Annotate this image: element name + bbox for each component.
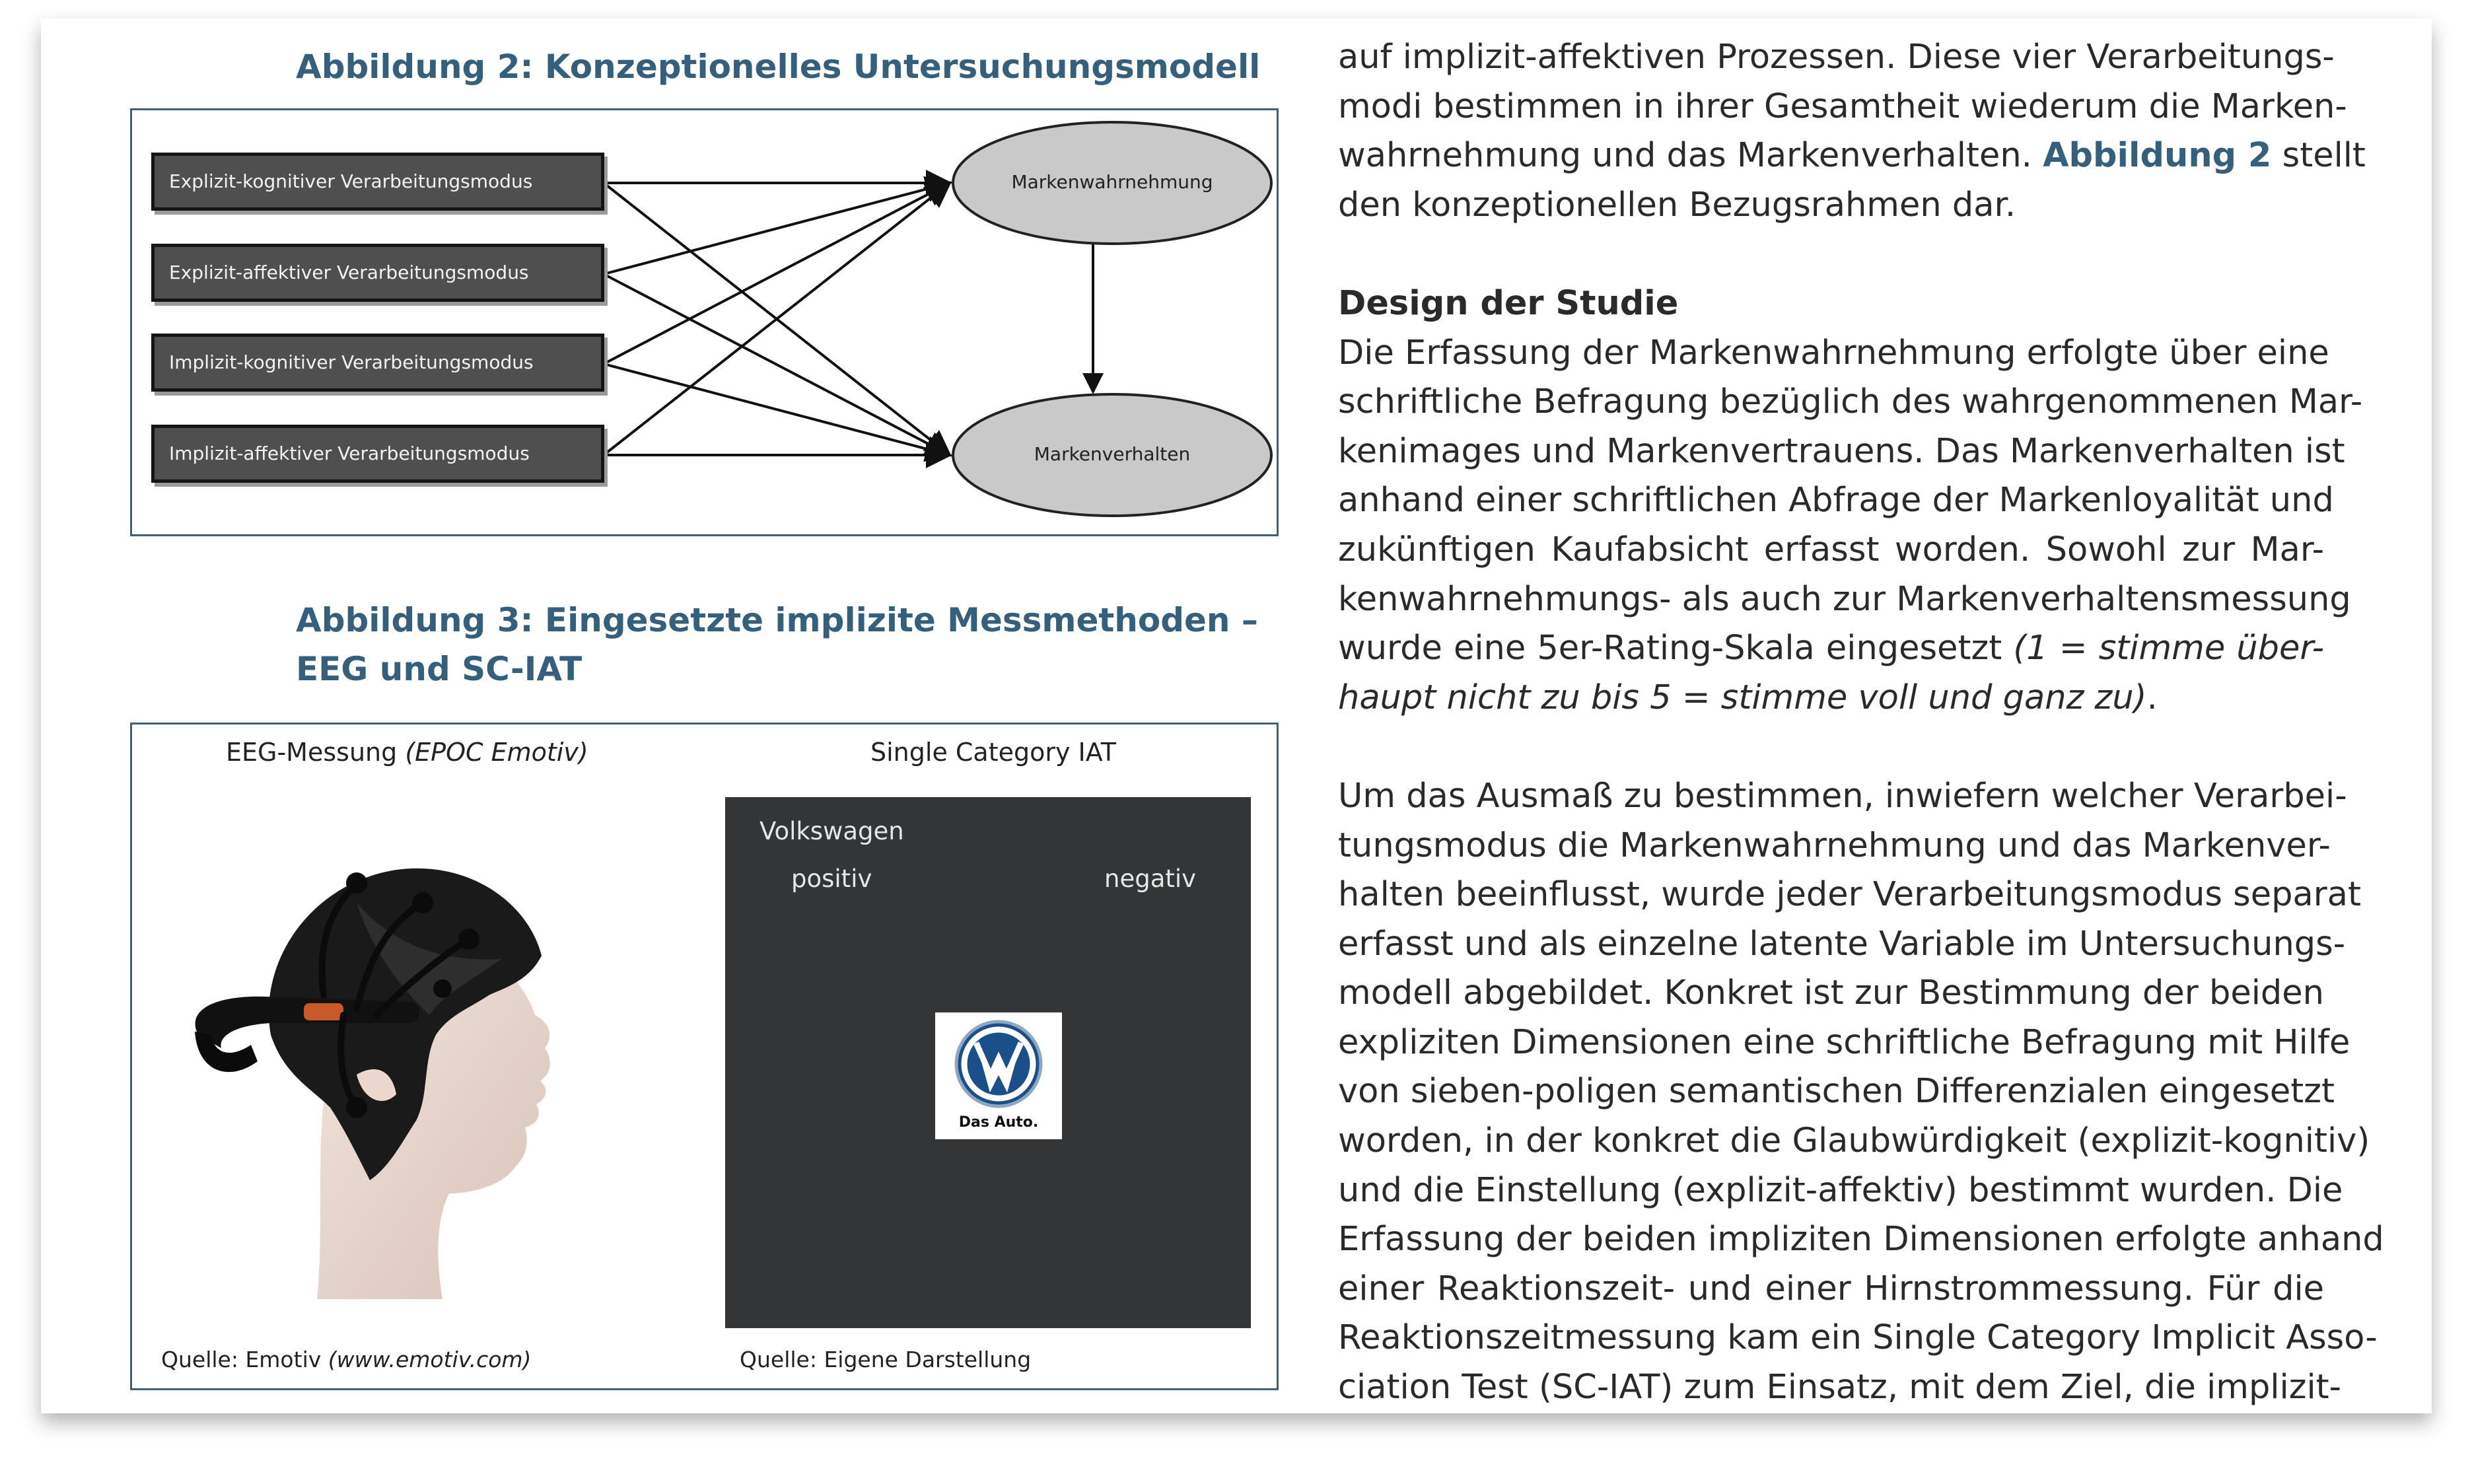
paragraph-3 — [1338, 772, 2384, 1413]
sc-iat-source: Quelle: Eigene Darstellung — [740, 1347, 1032, 1372]
text-run: . — [2146, 678, 2158, 717]
markenverhalten-label: Markenverhalten — [1034, 443, 1191, 465]
mode-box-explicit-affective: Explizit-affektiver Verarbeitungsmodus — [151, 244, 604, 302]
text-line: Um das Ausmaß zu bestimmen, inwiefern welcher Verarbei- — [1338, 776, 2347, 816]
text-line: halten beeinflusst, wurde jeder Verarbeitungsmodus separat — [1338, 875, 2361, 915]
text-line: expliziten Dimensionen eine schriftliche Befragung mit Hilfe — [1338, 1022, 2350, 1062]
text-line: erfasst und als einzelne latente Variable im Untersuchungs- — [1338, 924, 2346, 964]
text-line: und die Einstellung (explizit-affektiv) bestimmt wurden. Die — [1338, 1170, 2343, 1210]
eeg-source-prefix: Quelle: Emotiv — [161, 1347, 322, 1372]
text-line: Reaktionszeitmessung kam ein Single Category Implicit Asso- — [1338, 1318, 2378, 1358]
edge-mode2-behavior — [604, 274, 950, 455]
markenwahrnehmung-label: Markenwahrnehmung — [1011, 171, 1213, 193]
paragraph-2 — [1338, 329, 2363, 723]
eeg-heading-device: (EPOC Emotiv) — [405, 738, 588, 767]
text-run-italic: (1 = stimme über- — [2013, 629, 2324, 668]
vw-logo-icon — [935, 1012, 1062, 1112]
text-line: Die Erfassung der Markenwahrnehmung erfolgte über eine — [1338, 333, 2329, 372]
text-line: auf implizit-affektiven Prozessen. Diese vier Verarbeitungs- — [1338, 38, 2335, 77]
text-line: modell abgebildet. Konkret ist zur Bestimmung der beiden — [1338, 973, 2324, 1013]
section-heading: Design der Studie — [1338, 283, 1679, 323]
sc-iat-screen — [725, 797, 1251, 1328]
text-line — [1338, 131, 2366, 181]
text-line — [1338, 674, 2324, 723]
text-line: modi bestimmen in ihrer Gesamtheit wiederum die Marken- — [1338, 87, 2347, 126]
text-line: worden, in der konkret die Glaubwürdigkeit (explizit-kognitiv) — [1338, 1121, 2370, 1161]
figure2-reference-link[interactable]: Abbildung 2 — [2043, 136, 2272, 176]
text-run: wurde eine 5er-Rating-Skala eingesetzt — [1338, 629, 2002, 668]
mode-box-implicit-affective: Implizit-affektiver Verarbeitungsmodus — [151, 425, 604, 483]
text-line: zukünftigen Kaufabsicht erfasst worden. Sowohl zur Mar- — [1338, 530, 2324, 569]
sc-iat-heading: Single Category IAT — [870, 738, 1117, 767]
iat-brand-label: Volkswagen — [759, 817, 904, 845]
eeg-heading — [226, 738, 588, 767]
figure2-title: Abbildung 2: Konzeptionelles Untersuchungsmodell — [296, 48, 1261, 86]
eeg-heading-text: EEG-Messung — [226, 738, 398, 767]
text-run-italic: haupt nicht zu bis 5 = stimme voll und ganz zu) — [1338, 678, 2147, 717]
figure3-title-line1: Abbildung 3: Eingesetzte implizite Messmethoden – — [296, 601, 1258, 639]
text-run: wahrnehmung und das Markenverhalten. — [1338, 136, 2032, 176]
edge-mode2-perception — [604, 183, 950, 274]
body-text-column — [1338, 33, 2384, 1413]
figure2-diagram — [130, 108, 1279, 536]
eeg-source-url: (www.emotiv.com) — [328, 1347, 532, 1372]
vw-logo-card — [935, 1012, 1062, 1139]
paragraph-1 — [1338, 33, 2366, 230]
edge-mode3-perception — [604, 183, 950, 364]
figure3-panel — [130, 723, 1279, 1390]
eeg-headset-photo — [159, 797, 687, 1339]
mode-box-explicit-cognitive: Explizit-kognitiver Verarbeitungsmodus — [151, 153, 604, 211]
text-line — [1338, 624, 2324, 674]
text-line: ciation Test (SC-IAT) zum Einsatz, mit dem Ziel, die implizit- — [1338, 1368, 2342, 1407]
text-line: kenwahrnehmungs- als auch zur Markenverhaltensmessung — [1338, 579, 2351, 619]
figure3-title-line2: EEG und SC-IAT — [296, 650, 583, 688]
text-run: stellt — [2282, 136, 2366, 176]
text-line: Erfassung der beiden impliziten Dimensionen erfolgte anhand — [1338, 1220, 2384, 1259]
vw-logo-tagline: Das Auto. — [958, 1114, 1039, 1131]
text-line: von sieben-poligen semantischen Differenzialen eingesetzt — [1338, 1072, 2335, 1112]
text-line: den konzeptionellen Bezugsrahmen dar. — [1338, 185, 2016, 225]
text-line: einer Reaktionszeit- und einer Hirnstrommessung. Für die — [1338, 1269, 2324, 1308]
iat-negative-label: negativ — [1104, 865, 1197, 893]
text-line: kenimages und Markenvertrauens. Das Markenverhalten ist — [1338, 431, 2345, 471]
iat-positive-label: positiv — [791, 865, 872, 893]
text-line: schriftliche Befragung bezüglich des wahrgenommenen Mar- — [1338, 382, 2363, 422]
text-line: tungsmodus die Markenwahrnehmung und das Markenver- — [1338, 826, 2331, 865]
document-page — [41, 18, 2432, 1413]
mode-box-implicit-cognitive: Implizit-kognitiver Verarbeitungsmodus — [151, 334, 604, 392]
figure3-title — [296, 596, 1258, 693]
text-line: anhand einer schriftlichen Abfrage der Markenloyalität und — [1338, 481, 2334, 520]
edge-mode3-behavior — [604, 364, 950, 455]
eeg-source — [161, 1347, 531, 1372]
